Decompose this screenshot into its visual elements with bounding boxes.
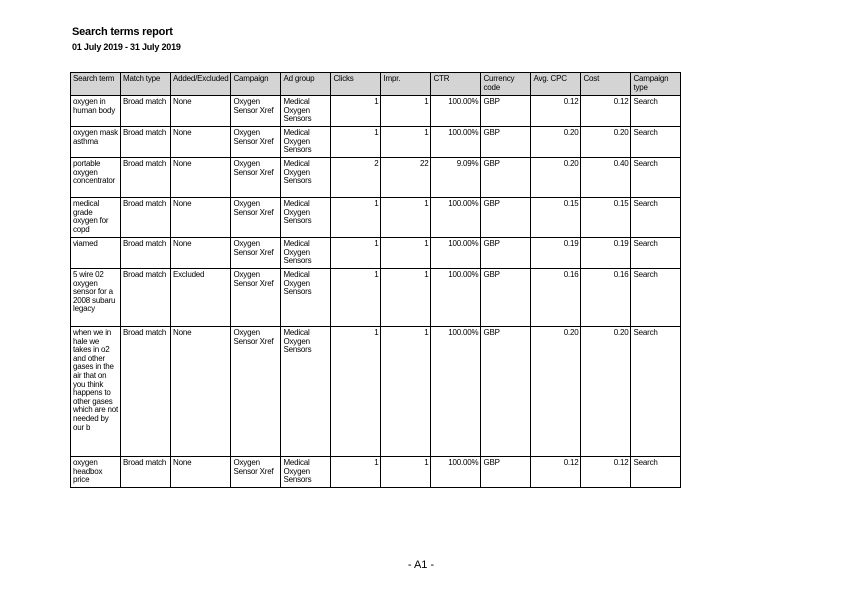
cell-ctr: 9.09% [431,158,481,198]
cell-match-type: Broad match [121,327,171,457]
cell-campaign: Oxygen Sensor Xref [231,158,281,198]
cell-campaign: Oxygen Sensor Xref [231,457,281,488]
cell-currency-code: GBP [481,127,531,158]
cell-clicks: 1 [331,238,381,269]
cell-ad-group: Medical Oxygen Sensors [281,238,331,269]
cell-search-term: oxygen headbox price [71,457,121,488]
header-added-excluded: Added/Excluded [171,73,231,96]
table-row [71,269,681,327]
header-clicks: Clicks [331,73,381,96]
cell-impressions: 1 [381,327,431,457]
cell-currency-code: GBP [481,457,531,488]
header-campaign-type: Campaign type [631,73,681,96]
cell-campaign: Oxygen Sensor Xref [231,96,281,127]
cell-ctr: 100.00% [431,96,481,127]
cell-clicks: 2 [331,158,381,198]
cell-ad-group: Medical Oxygen Sensors [281,327,331,457]
cell-match-type: Broad match [121,158,171,198]
cell-ad-group: Medical Oxygen Sensors [281,127,331,158]
cell-clicks: 1 [331,96,381,127]
cell-currency-code: GBP [481,158,531,198]
cell-match-type: Broad match [121,96,171,127]
cell-impressions: 1 [381,198,431,238]
cell-campaign: Oxygen Sensor Xref [231,269,281,327]
cell-cost: 0.12 [581,96,631,127]
cell-ctr: 100.00% [431,269,481,327]
cell-ad-group: Medical Oxygen Sensors [281,158,331,198]
cell-cost: 0.15 [581,198,631,238]
cell-avg-cpc: 0.16 [531,269,581,327]
cell-impressions: 22 [381,158,431,198]
cell-match-type: Broad match [121,457,171,488]
header-cost: Cost [581,73,631,96]
cell-ctr: 100.00% [431,198,481,238]
report-date-range: 01 July 2019 - 31 July 2019 [72,42,181,52]
cell-search-term: viamed [71,238,121,269]
cell-clicks: 1 [331,127,381,158]
header-currency-code: Currency code [481,73,531,96]
cell-match-type: Broad match [121,127,171,158]
cell-campaign-type: Search [631,457,681,488]
cell-currency-code: GBP [481,269,531,327]
table-row [71,327,681,457]
cell-match-type: Broad match [121,198,171,238]
cell-avg-cpc: 0.20 [531,158,581,198]
table-row [71,238,681,269]
cell-ad-group: Medical Oxygen Sensors [281,198,331,238]
table-row [71,127,681,158]
cell-campaign-type: Search [631,327,681,457]
cell-cost: 0.12 [581,457,631,488]
cell-search-term: portable oxygen concentrator [71,158,121,198]
cell-match-type: Broad match [121,269,171,327]
cell-campaign-type: Search [631,158,681,198]
cell-search-term: 5 wire 02 oxygen sensor for a 2008 subaru legacy [71,269,121,327]
cell-impressions: 1 [381,457,431,488]
report-title: Search terms report [72,26,173,38]
cell-impressions: 1 [381,96,431,127]
cell-campaign-type: Search [631,96,681,127]
cell-campaign: Oxygen Sensor Xref [231,127,281,158]
cell-added-excluded: None [171,457,231,488]
header-impressions: Impr. [381,73,431,96]
cell-cost: 0.19 [581,238,631,269]
cell-campaign: Oxygen Sensor Xref [231,198,281,238]
cell-added-excluded: None [171,327,231,457]
cell-search-term: when we in hale we takes in o2 and other gases in the air that on you think happens to other gases which are not needed by our b [71,327,121,457]
cell-impressions: 1 [381,269,431,327]
cell-clicks: 1 [331,327,381,457]
header-search-term: Search term [71,73,121,96]
cell-impressions: 1 [381,127,431,158]
cell-added-excluded: None [171,96,231,127]
cell-ctr: 100.00% [431,238,481,269]
cell-added-excluded: None [171,158,231,198]
cell-avg-cpc: 0.20 [531,327,581,457]
cell-clicks: 1 [331,269,381,327]
cell-campaign: Oxygen Sensor Xref [231,327,281,457]
cell-avg-cpc: 0.12 [531,457,581,488]
cell-campaign-type: Search [631,198,681,238]
header-match-type: Match type [121,73,171,96]
search-terms-table [70,72,681,488]
cell-ctr: 100.00% [431,127,481,158]
header-ad-group: Ad group [281,73,331,96]
table-row [71,198,681,238]
cell-avg-cpc: 0.15 [531,198,581,238]
cell-currency-code: GBP [481,198,531,238]
cell-currency-code: GBP [481,96,531,127]
table-header-row [71,73,681,96]
cell-campaign: Oxygen Sensor Xref [231,238,281,269]
cell-added-excluded: None [171,238,231,269]
cell-avg-cpc: 0.19 [531,238,581,269]
cell-clicks: 1 [331,198,381,238]
cell-campaign-type: Search [631,238,681,269]
page-number: - A1 - [407,559,435,571]
cell-avg-cpc: 0.20 [531,127,581,158]
cell-cost: 0.20 [581,127,631,158]
cell-ctr: 100.00% [431,327,481,457]
cell-currency-code: GBP [481,238,531,269]
cell-impressions: 1 [381,238,431,269]
header-campaign: Campaign [231,73,281,96]
cell-avg-cpc: 0.12 [531,96,581,127]
cell-cost: 0.16 [581,269,631,327]
cell-campaign-type: Search [631,269,681,327]
cell-added-excluded: Excluded [171,269,231,327]
cell-added-excluded: None [171,127,231,158]
table-row [71,96,681,127]
cell-ad-group: Medical Oxygen Sensors [281,457,331,488]
cell-search-term: oxygen in human body [71,96,121,127]
table-row [71,457,681,488]
table-row [71,158,681,198]
cell-ad-group: Medical Oxygen Sensors [281,96,331,127]
cell-cost: 0.20 [581,327,631,457]
cell-ad-group: Medical Oxygen Sensors [281,269,331,327]
cell-match-type: Broad match [121,238,171,269]
header-ctr: CTR [431,73,481,96]
cell-added-excluded: None [171,198,231,238]
header-avg-cpc: Avg. CPC [531,73,581,96]
cell-search-term: medical grade oxygen for copd [71,198,121,238]
cell-campaign-type: Search [631,127,681,158]
cell-currency-code: GBP [481,327,531,457]
cell-clicks: 1 [331,457,381,488]
cell-cost: 0.40 [581,158,631,198]
cell-search-term: oxygen mask asthma [71,127,121,158]
cell-ctr: 100.00% [431,457,481,488]
